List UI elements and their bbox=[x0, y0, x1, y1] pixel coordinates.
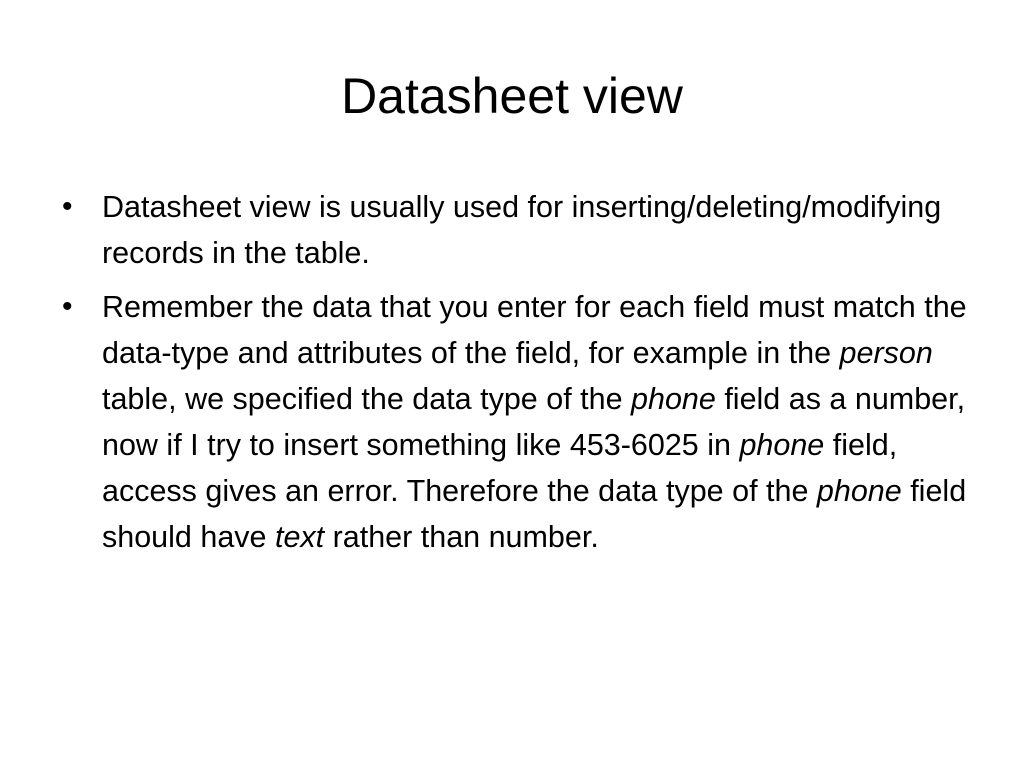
italic-run: phone bbox=[739, 428, 825, 462]
italic-run: person bbox=[839, 336, 933, 370]
italic-run: phone bbox=[631, 382, 716, 416]
italic-run: text bbox=[274, 520, 325, 554]
text-run: Datasheet view is usually used for inserting/deleting/modifying records in the table. bbox=[102, 190, 942, 270]
bullet-icon: • bbox=[62, 290, 73, 323]
bullet-item bbox=[60, 184, 975, 276]
bullet-list bbox=[60, 184, 975, 568]
text-run: table, we specified the data type of the bbox=[102, 382, 632, 416]
bullet-text bbox=[102, 190, 941, 270]
italic-run: phone bbox=[816, 474, 902, 508]
bullet-icon: • bbox=[62, 190, 73, 223]
bullet-text bbox=[102, 290, 967, 554]
text-run: field, access gives an error. Therefore the data type of the bbox=[102, 428, 898, 508]
text-run: field as a number, now if I try to insert something like 453-6025 in bbox=[102, 382, 966, 462]
text-run: field should have bbox=[102, 474, 967, 554]
slide-title: Datasheet view bbox=[341, 68, 683, 124]
bullet-item bbox=[60, 284, 975, 560]
text-run: Remember the data that you enter for each field must match the data-type and attributes of the field, for example in the bbox=[102, 290, 967, 370]
text-run: rather than number. bbox=[324, 520, 599, 554]
